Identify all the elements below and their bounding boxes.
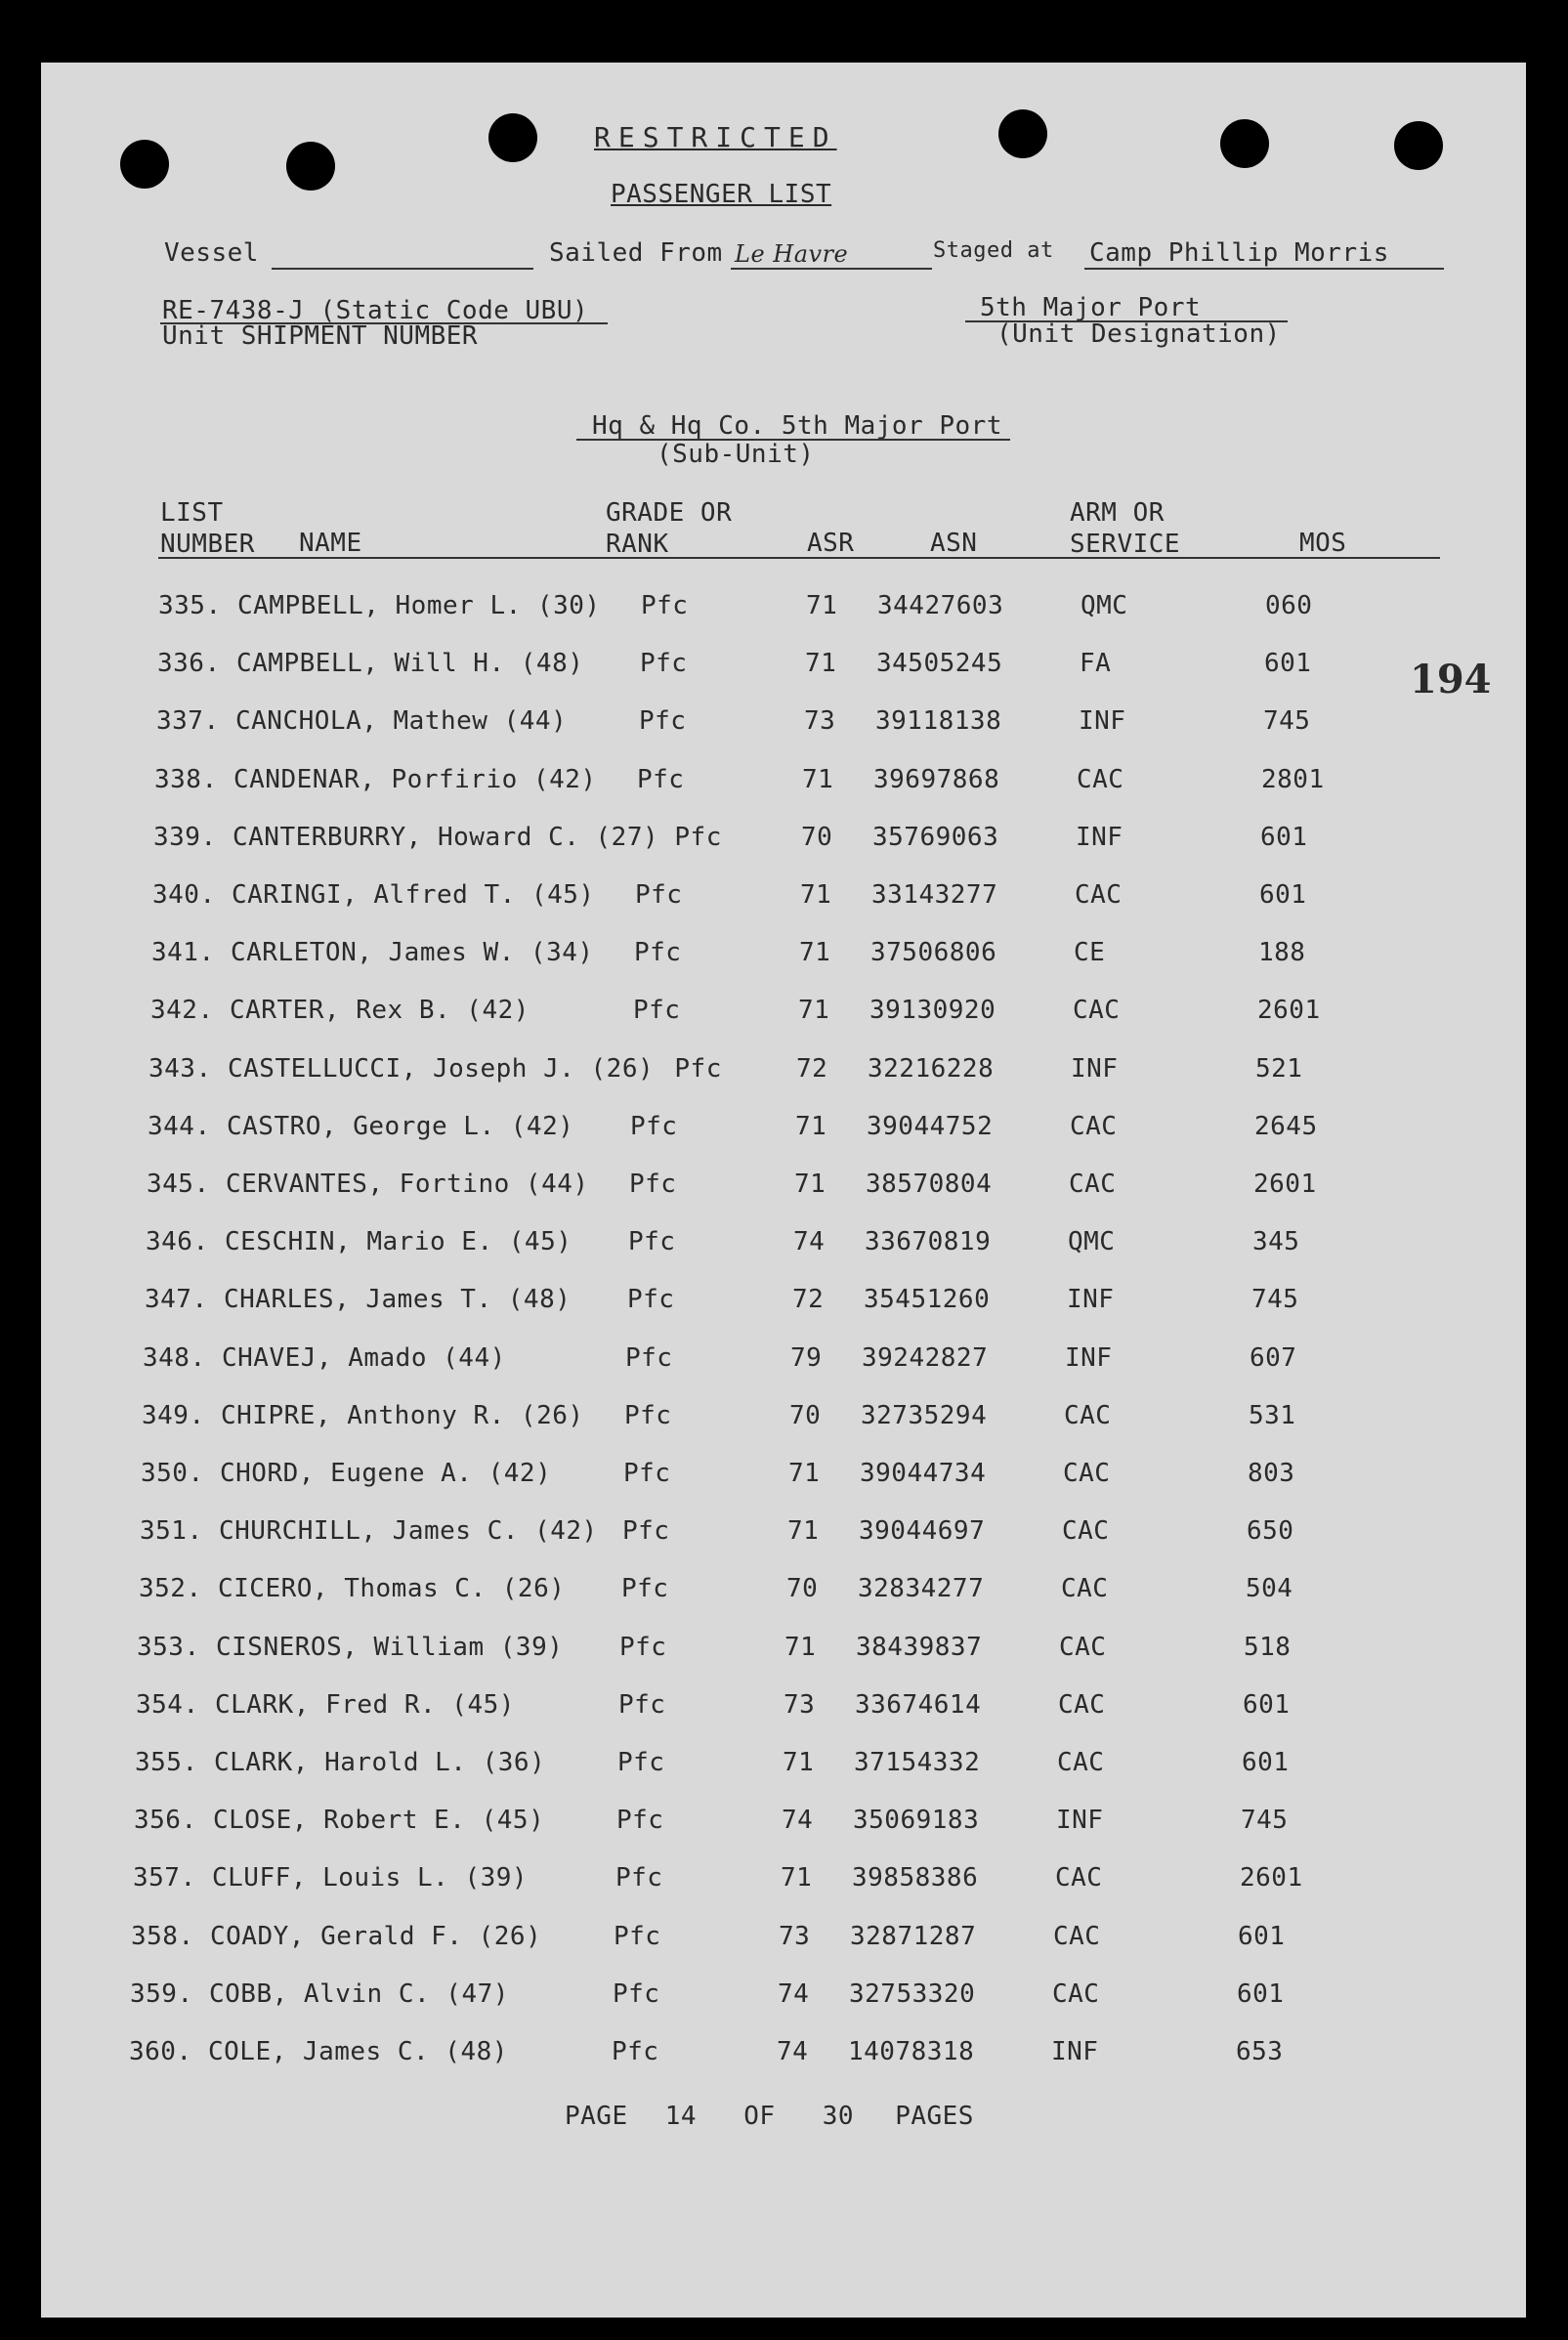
row-asr: 72 [796, 1053, 828, 1084]
table-row [0, 1979, 1568, 2019]
row-arm: CAC [1058, 1689, 1106, 1720]
row-name: CLARK, Harold L. (36) [214, 1748, 546, 1777]
column-header-asr: ASR [807, 529, 855, 558]
row-grade: Pfc [628, 1227, 676, 1257]
row-arm: CAC [1069, 1170, 1117, 1199]
row-mos: 504 [1246, 1574, 1293, 1604]
row-asr: 71 [800, 880, 832, 910]
table-row [0, 1863, 1568, 1902]
row-grade: Pfc [640, 649, 688, 679]
row-number: 341. [151, 938, 215, 968]
row-arm: CAC [1077, 764, 1124, 794]
row-mos: 521 [1255, 1053, 1303, 1084]
row-arm: CAC [1061, 1574, 1109, 1604]
row-asn: 32753320 [849, 1978, 976, 2009]
row-asr: 71 [798, 996, 830, 1026]
table-row [0, 1574, 1568, 1613]
row-arm: CAC [1057, 1748, 1105, 1777]
column-header-list-number-line1: LIST [160, 498, 224, 528]
row-arm: INF [1065, 1342, 1113, 1373]
row-asn: 33670819 [865, 1227, 992, 1257]
row-asr: 71 [805, 649, 837, 679]
row-asn: 32735294 [861, 1400, 988, 1430]
punch-hole [286, 142, 335, 191]
table-row [0, 765, 1568, 804]
row-mos: 601 [1238, 1921, 1286, 1951]
row-number: 354. [136, 1689, 199, 1720]
table-row [0, 996, 1568, 1035]
staged-at-value: Camp Phillip Morris [1089, 238, 1389, 268]
row-asr: 71 [783, 1748, 815, 1777]
row-asr: 71 [781, 1863, 813, 1893]
row-name: COLE, James C. (48) [208, 2037, 508, 2066]
row-arm: CAC [1063, 1459, 1111, 1488]
table-row [0, 823, 1568, 862]
page-stamp: 194 [1410, 657, 1492, 702]
row-asr: 74 [782, 1806, 814, 1836]
row-name: CHIPRE, Anthony R. (26) [221, 1400, 584, 1430]
footer-page-label: PAGE [565, 2102, 628, 2131]
staged-at-field-line [1084, 268, 1444, 270]
row-number: 343. [148, 1053, 212, 1084]
row-mos: 601 [1243, 1689, 1291, 1720]
row-arm: CAC [1059, 1632, 1107, 1662]
row-asr: 71 [788, 1459, 821, 1488]
row-number: 359. [130, 1978, 193, 2009]
row-number: 348. [143, 1342, 206, 1373]
table-row [0, 1343, 1568, 1383]
punch-hole [1220, 119, 1269, 168]
row-number: 349. [142, 1400, 205, 1430]
vessel-field-line [272, 268, 533, 270]
row-name: CASTRO, George L. (42) [227, 1111, 574, 1141]
row-grade: Pfc [616, 1806, 664, 1836]
sub-unit-label: (Sub-Unit) [657, 440, 815, 469]
row-asn: 33674614 [855, 1689, 982, 1720]
row-mos: 601 [1259, 880, 1307, 910]
column-header-mos: MOS [1299, 529, 1347, 558]
punch-hole [998, 109, 1047, 158]
row-asn: 35451260 [864, 1285, 991, 1315]
row-name: COADY, Gerald F. (26) [210, 1921, 542, 1951]
row-asn: 39044697 [859, 1516, 986, 1547]
row-number: 342. [150, 996, 214, 1026]
table-row [0, 1285, 1568, 1324]
row-mos: 531 [1249, 1400, 1296, 1430]
table-row [0, 1054, 1568, 1093]
table-row [0, 591, 1568, 630]
document-title: RESTRICTED [594, 121, 837, 153]
sailed-from-label: Sailed From [549, 238, 723, 268]
row-grade: Pfc [613, 1978, 660, 2009]
row-number: 357. [133, 1863, 196, 1893]
row-asn: 14078318 [848, 2037, 975, 2066]
table-row [0, 1748, 1568, 1787]
row-mos: 518 [1244, 1632, 1292, 1662]
row-grade: Pfc [629, 1170, 677, 1199]
row-mos: 607 [1250, 1342, 1297, 1373]
row-grade: Pfc [641, 591, 689, 620]
sailed-from-field-line [731, 268, 932, 270]
row-mos: 745 [1251, 1285, 1299, 1315]
table-row [0, 649, 1568, 688]
row-asn: 37506806 [870, 938, 997, 968]
row-number: 355. [135, 1748, 198, 1777]
column-header-underline [158, 557, 1440, 559]
row-grade: Pfc [612, 2037, 659, 2066]
row-asr: 71 [806, 591, 838, 620]
row-number: 346. [146, 1227, 209, 1257]
column-header-grade [606, 497, 732, 560]
row-asn: 39044752 [867, 1111, 994, 1141]
row-number: 351. [140, 1516, 203, 1547]
row-asn: 39118138 [875, 706, 1002, 737]
row-arm: CAC [1075, 880, 1123, 910]
row-arm: CAC [1052, 1978, 1100, 2009]
row-arm: INF [1079, 706, 1126, 737]
row-name: CARINGI, Alfred T. (45) [232, 880, 595, 910]
row-name: CISNEROS, William (39) [216, 1632, 564, 1662]
column-header-name: NAME [299, 529, 362, 558]
table-row [0, 706, 1568, 745]
table-row [0, 1227, 1568, 1266]
row-arm: CAC [1073, 996, 1121, 1026]
row-asn: 32871287 [850, 1921, 977, 1951]
row-number: 347. [145, 1285, 208, 1315]
row-number: 356. [134, 1806, 197, 1836]
row-asr: 71 [784, 1632, 817, 1662]
row-asn: 39858386 [852, 1863, 979, 1893]
row-grade: Pfc [615, 1863, 663, 1893]
column-header-list-number [160, 497, 255, 560]
row-mos: 2601 [1240, 1863, 1303, 1893]
row-name: CESCHIN, Mario E. (45) [225, 1227, 572, 1257]
row-arm: CAC [1070, 1111, 1118, 1141]
row-arm: CE [1074, 938, 1106, 968]
row-name: CARTER, Rex B. (42) [230, 996, 530, 1026]
sailed-from-value: Le Havre [735, 240, 849, 268]
row-asr: 70 [786, 1574, 819, 1604]
row-arm: QMC [1068, 1227, 1116, 1257]
row-name: CICERO, Thomas C. (26) [218, 1574, 566, 1604]
row-asr: 72 [792, 1285, 825, 1315]
punch-hole [1394, 121, 1443, 170]
row-grade: Pfc [639, 706, 687, 737]
row-mos: 601 [1260, 822, 1308, 852]
unit-designation-label: (Unit Designation) [996, 319, 1281, 349]
row-name: CAMPBELL, Homer L. (30) [237, 591, 601, 620]
row-name: CLARK, Fred R. (45) [215, 1689, 515, 1720]
row-number: 360. [129, 2037, 192, 2066]
row-mos: 345 [1252, 1227, 1300, 1257]
row-number: 337. [156, 706, 220, 737]
row-name: COBB, Alvin C. (47) [209, 1978, 509, 2009]
row-number: 352. [139, 1574, 202, 1604]
table-row [0, 1516, 1568, 1555]
table-row [0, 1401, 1568, 1440]
row-grade: Pfc [618, 1689, 666, 1720]
table-row [0, 938, 1568, 977]
row-asn: 34505245 [876, 649, 1003, 679]
row-asn: 34427603 [877, 591, 1004, 620]
row-asr: 71 [799, 938, 831, 968]
row-name: CANTERBURRY, Howard C. (27) [233, 822, 659, 852]
row-mos: 2601 [1253, 1170, 1317, 1199]
row-mos: 650 [1247, 1516, 1294, 1547]
row-asr: 71 [802, 764, 834, 794]
table-row [0, 1112, 1568, 1151]
table-row [0, 1633, 1568, 1672]
row-grade: Pfc [619, 1632, 667, 1662]
row-mos: 653 [1236, 2037, 1284, 2066]
row-name: CLUFF, Louis L. (39) [212, 1863, 529, 1893]
row-asn: 37154332 [854, 1748, 981, 1777]
row-arm: INF [1056, 1806, 1104, 1836]
row-asr: 73 [804, 706, 836, 737]
vessel-label: Vessel [164, 238, 259, 268]
row-asr: 70 [789, 1400, 822, 1430]
row-grade: Pfc [617, 1748, 665, 1777]
row-number: 336. [157, 649, 221, 679]
footer-of-label: OF [743, 2102, 776, 2131]
row-arm: CAC [1053, 1921, 1101, 1951]
row-arm: QMC [1081, 591, 1128, 620]
table-row [0, 880, 1568, 919]
row-name: CARLETON, James W. (34) [231, 938, 594, 968]
row-asn: 39242827 [862, 1342, 989, 1373]
row-name: CLOSE, Robert E. (45) [213, 1806, 545, 1836]
row-arm: CAC [1064, 1400, 1112, 1430]
row-mos: 745 [1241, 1806, 1289, 1836]
row-grade: Pfc [633, 996, 681, 1026]
row-mos: 188 [1258, 938, 1306, 968]
row-grade: Pfc [621, 1574, 669, 1604]
row-asn: 35069183 [853, 1806, 980, 1836]
row-grade: Pfc [623, 1459, 671, 1488]
page-footer [565, 2102, 974, 2131]
row-arm: CAC [1062, 1516, 1110, 1547]
row-asr: 73 [784, 1689, 816, 1720]
row-asr: 73 [779, 1921, 811, 1951]
column-header-grade-line2: RANK [606, 530, 669, 559]
table-row [0, 1170, 1568, 1209]
shipment-number-value: RE-7438-J (Static Code UBU) [162, 296, 589, 325]
row-asr: 71 [794, 1170, 826, 1199]
column-header-arm-line2: SERVICE [1070, 530, 1181, 559]
row-number: 345. [147, 1170, 210, 1199]
row-asn: 33143277 [871, 880, 998, 910]
footer-page-number: 14 [664, 2102, 698, 2131]
table-row [0, 2037, 1568, 2076]
row-mos: 2801 [1261, 764, 1325, 794]
row-grade: Pfc [624, 1400, 672, 1430]
row-asn: 39130920 [869, 996, 996, 1026]
unit-designation-value: 5th Major Port [980, 293, 1202, 322]
row-asr: 79 [790, 1342, 823, 1373]
row-name: CANCHOLA, Mathew (44) [235, 706, 568, 737]
row-asn: 39044734 [860, 1459, 987, 1488]
row-number: 350. [141, 1459, 204, 1488]
row-asn: 32834277 [858, 1574, 985, 1604]
footer-pages-label: PAGES [895, 2102, 974, 2131]
row-grade: Pfc [674, 822, 722, 852]
row-grade: Pfc [635, 880, 683, 910]
column-header-grade-line1: GRADE OR [606, 498, 733, 528]
row-asr: 74 [778, 1978, 810, 2009]
row-arm: FA [1080, 649, 1112, 679]
punch-hole [120, 140, 169, 189]
punch-hole [488, 113, 537, 162]
row-asn: 39697868 [873, 764, 1000, 794]
row-mos: 803 [1248, 1459, 1295, 1488]
row-number: 340. [152, 880, 216, 910]
row-number: 338. [154, 764, 218, 794]
row-mos: 601 [1264, 649, 1312, 679]
sub-unit-value: Hq & Hq Co. 5th Major Port [592, 411, 1002, 441]
row-grade: Pfc [634, 938, 682, 968]
row-name: CHORD, Eugene A. (42) [220, 1459, 552, 1488]
row-mos: 2601 [1257, 996, 1321, 1026]
table-row [0, 1806, 1568, 1845]
row-asr: 71 [787, 1516, 820, 1547]
table-row [0, 1690, 1568, 1729]
row-name: CHARLES, James T. (48) [224, 1285, 572, 1315]
row-arm: INF [1067, 1285, 1115, 1315]
row-number: 353. [137, 1632, 200, 1662]
shipment-number-label: Unit SHIPMENT NUMBER [162, 321, 479, 351]
row-number: 344. [148, 1111, 211, 1141]
row-asr: 70 [801, 822, 833, 852]
row-asn: 38570804 [866, 1170, 993, 1199]
column-header-arm-line1: ARM OR [1070, 498, 1165, 528]
row-grade: Pfc [637, 764, 685, 794]
row-mos: 745 [1263, 706, 1311, 737]
row-arm: INF [1076, 822, 1123, 852]
row-name: CHAVEJ, Amado (44) [222, 1342, 506, 1373]
document-subtitle: PASSENGER LIST [611, 180, 832, 209]
row-grade: Pfc [622, 1516, 670, 1547]
staged-at-label: Staged at [933, 238, 1054, 263]
row-mos: 601 [1242, 1748, 1290, 1777]
table-row [0, 1922, 1568, 1961]
footer-total-pages: 30 [822, 2102, 855, 2131]
row-grade: Pfc [674, 1053, 722, 1084]
column-header-list-number-line2: NUMBER [160, 530, 255, 559]
row-name: CASTELLUCCI, Joseph J. (26) [228, 1053, 655, 1084]
row-number: 358. [131, 1921, 194, 1951]
row-asr: 71 [795, 1111, 827, 1141]
row-asn: 32216228 [868, 1053, 995, 1084]
row-asr: 74 [777, 2037, 809, 2066]
row-asn: 35769063 [872, 822, 999, 852]
row-arm: CAC [1055, 1863, 1103, 1893]
row-name: CAMPBELL, Will H. (48) [236, 649, 584, 679]
row-name: CANDENAR, Porfirio (42) [233, 764, 597, 794]
row-grade: Pfc [625, 1342, 673, 1373]
row-arm: INF [1071, 1053, 1119, 1084]
row-grade: Pfc [627, 1285, 675, 1315]
column-header-arm [1070, 497, 1180, 560]
row-name: CERVANTES, Fortino (44) [226, 1170, 589, 1199]
row-arm: INF [1051, 2037, 1099, 2066]
row-asn: 38439837 [856, 1632, 983, 1662]
row-grade: Pfc [614, 1921, 661, 1951]
row-mos: 2645 [1254, 1111, 1318, 1141]
row-number: 335. [158, 591, 222, 620]
row-name: CHURCHILL, James C. (42) [219, 1516, 598, 1547]
row-mos: 601 [1237, 1978, 1285, 2009]
row-grade: Pfc [630, 1111, 678, 1141]
row-mos: 060 [1265, 591, 1313, 620]
row-number: 339. [153, 822, 217, 852]
column-header-asn: ASN [930, 529, 978, 558]
table-row [0, 1459, 1568, 1498]
row-asr: 74 [793, 1227, 826, 1257]
